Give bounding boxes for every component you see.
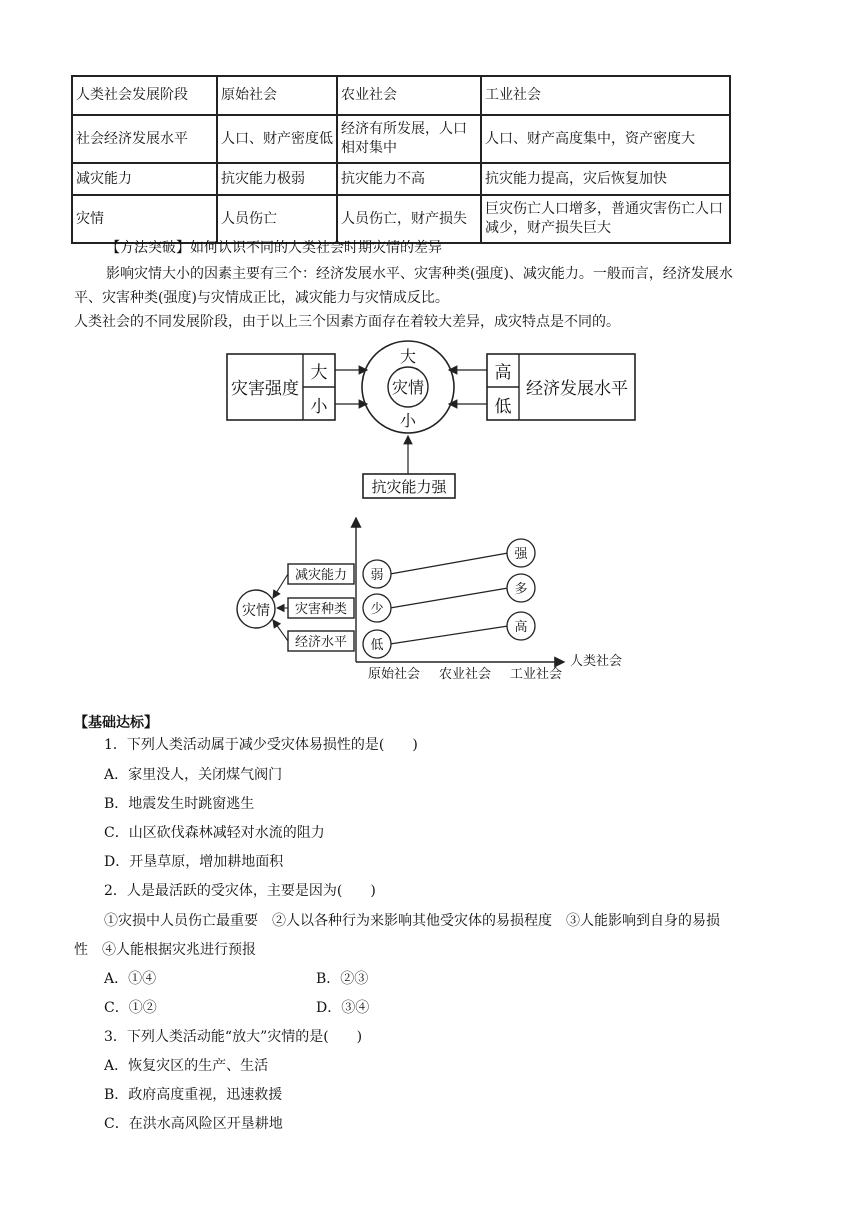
- start-label: 少: [370, 602, 384, 617]
- option-text: C．在洪水高风险区开垦耕地: [104, 1116, 283, 1132]
- option-text: A．家里没人，关闭煤气阀门: [104, 767, 283, 783]
- factor-label: 减灾能力: [294, 568, 348, 583]
- economy-label: 经济发展水平: [526, 379, 628, 399]
- table-cell: 灾情: [72, 195, 217, 243]
- x-tick-label: 工业社会: [509, 667, 563, 682]
- table-cell: 经济有所发展，人口相对集中: [337, 115, 481, 163]
- resilience-label: 抗灾能力强: [371, 478, 447, 496]
- table-cell: 人员伤亡: [217, 195, 337, 243]
- option-text: D．③④: [316, 1000, 370, 1016]
- method-paragraph-2: 人类社会的不同发展阶段，由于以上三个因素方面存在着较大差异，成灾特点是不同的。: [74, 314, 620, 330]
- disaster-center-label: 灾情: [391, 378, 425, 397]
- factor-label: 经济水平: [294, 635, 348, 650]
- method-title: 【方法突破】如何认识不同的人类社会时期灾情的差异: [106, 240, 442, 256]
- table-row: [72, 163, 730, 195]
- option-text: C．①②: [104, 1000, 157, 1016]
- table-cell: 人口、财产密度低: [217, 115, 337, 163]
- factor-label: 灾害种类: [294, 602, 348, 617]
- table-cell: 社会经济发展水平: [72, 115, 217, 163]
- question-2: 2．人是最活跃的受灾体，主要是因为( ): [104, 883, 376, 899]
- x-axis-label: 人类社会: [569, 654, 623, 669]
- economy-high-label: 高: [494, 363, 512, 383]
- table-cell: 抗灾能力不高: [337, 163, 481, 195]
- table-cell: 人口、财产高度集中，资产密度大: [481, 115, 730, 163]
- intensity-label: 灾害强度: [231, 379, 299, 399]
- end-label: 高: [514, 620, 528, 635]
- table-cell: 抗灾能力提高，灾后恢复加快: [481, 163, 730, 195]
- question-2-statements-cont: 性 ④人能根据灾兆进行预报: [74, 942, 256, 958]
- disaster-large-label: 大: [399, 347, 417, 366]
- exercise-heading: 【基础达标】: [74, 715, 158, 731]
- table-cell: 抗灾能力极弱: [217, 163, 337, 195]
- start-label: 低: [370, 638, 384, 653]
- method-paragraph-1: 影响灾情大小的因素主要有三个：经济发展水平、灾害种类(强度)、减灾能力。一般而言，经济发展水: [106, 266, 733, 282]
- end-label: 强: [514, 547, 528, 562]
- table-cell: 人员伤亡，财产损失: [337, 195, 481, 243]
- table-row: [72, 76, 730, 115]
- disaster-factors-diagram: [225, 340, 640, 502]
- table-cell: 农业社会: [337, 76, 481, 115]
- table-row: [72, 115, 730, 163]
- society-comparison-table: [71, 75, 731, 244]
- x-tick-label: 农业社会: [438, 667, 492, 682]
- x-tick-label: 原始社会: [367, 667, 421, 682]
- option-text: B．②③: [316, 971, 369, 987]
- society-stage-diagram: [228, 512, 630, 682]
- question-3: 3．下列人类活动能“放大”灾情的是( ): [104, 1029, 363, 1045]
- intensity-high-label: 大: [310, 363, 328, 383]
- option-text: A．恢复灾区的生产、生活: [104, 1058, 269, 1074]
- end-label: 多: [514, 582, 528, 597]
- intensity-low-label: 小: [310, 397, 328, 417]
- option-text: D．开垦草原，增加耕地面积: [104, 854, 284, 870]
- start-label: 弱: [370, 568, 384, 583]
- economy-low-label: 低: [494, 397, 512, 417]
- disaster-small-label: 小: [399, 411, 417, 430]
- table-cell: 减灾能力: [72, 163, 217, 195]
- method-paragraph-1-cont: 平、灾害种类(强度)与灾情成正比，减灾能力与灾情成反比。: [74, 290, 449, 306]
- option-text: A．①④: [104, 971, 157, 987]
- option-text: B．政府高度重视，迅速救援: [104, 1087, 283, 1103]
- question-2-statements: ①灾损中人员伤亡最重要 ②人以各种行为来影响其他受灾体的易损程度 ③人能影响到自身的易损: [104, 913, 720, 929]
- question-1: 1．下列人类活动属于减少受灾体易损性的是( ): [104, 737, 418, 753]
- disaster-label: 灾情: [242, 603, 270, 619]
- table-cell: 原始社会: [217, 76, 337, 115]
- option-text: B．地震发生时跳窗逃生: [104, 796, 255, 812]
- table-cell: 工业社会: [481, 76, 730, 115]
- table-row: [72, 195, 730, 243]
- table-cell: 人类社会发展阶段: [72, 76, 217, 115]
- table-cell: 巨灾伤亡人口增多，普通灾害伤亡人口减少，财产损失巨大: [481, 195, 730, 243]
- option-text: C．山区砍伐森林减轻对水流的阻力: [104, 825, 325, 841]
